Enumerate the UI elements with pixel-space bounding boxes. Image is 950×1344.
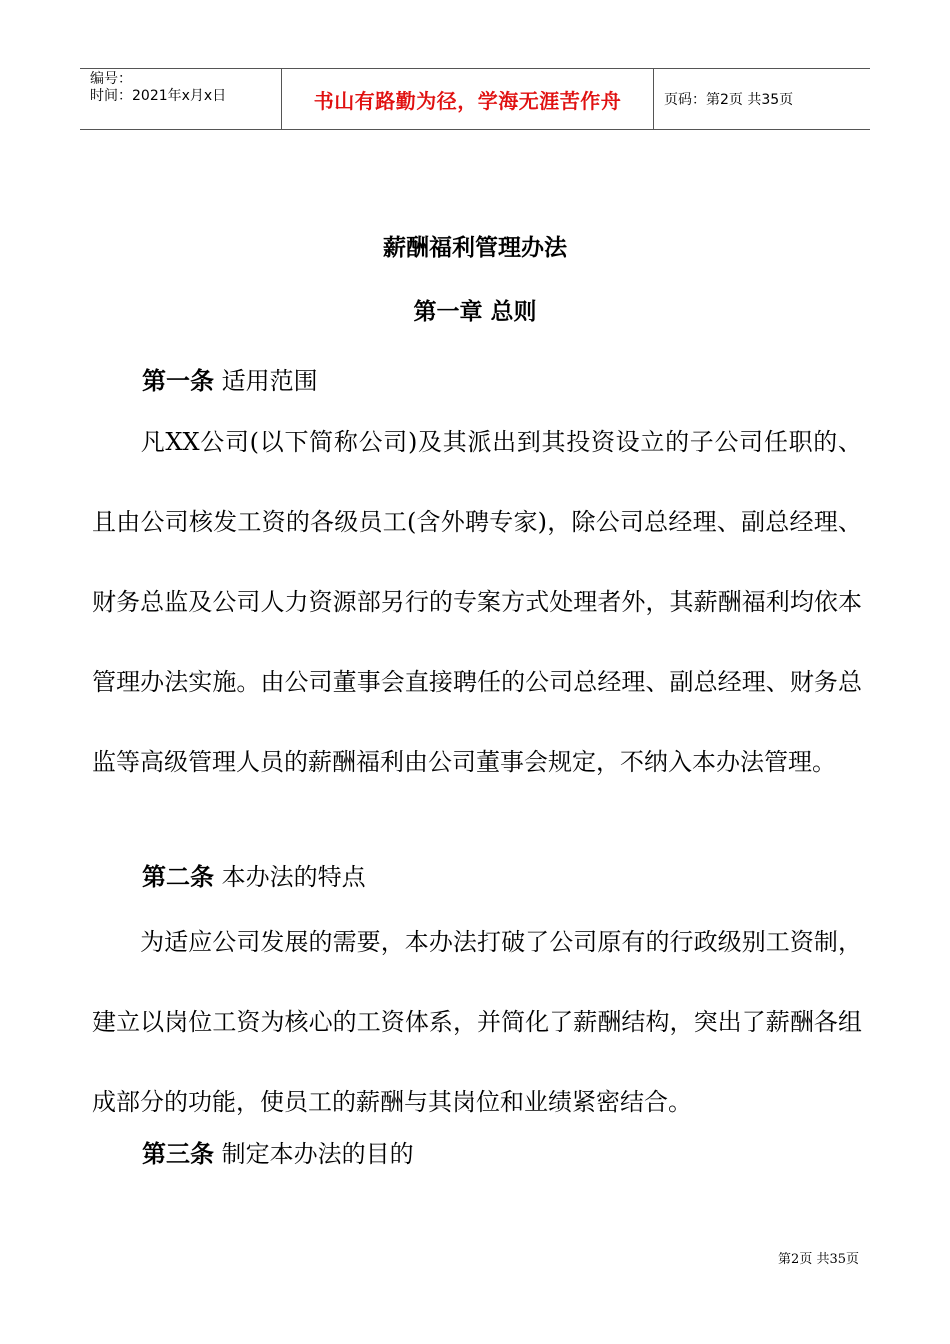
header-page-info: 页码：第2页 共35页 bbox=[664, 92, 794, 108]
section-body-text: 为适应公司发展的需要，本办法打破了公司原有的行政级别工资制，建立以岗位工资为核心的工资体系，并简化了薪酬结构，突出了薪酬各组成部分的功能，使员工的薪酬与其岗位和业绩紧密结合。 bbox=[92, 928, 862, 1116]
section-label: 第三条 bbox=[142, 1139, 214, 1168]
chapter-title: 第一章 总则 bbox=[413, 298, 537, 325]
section-heading bbox=[142, 1139, 414, 1169]
section-heading-text: 制定本办法的目的 bbox=[214, 1140, 414, 1168]
section-body-text: 凡XX公司(以下简称公司)及其派出到其投资设立的子公司任职的、且由公司核发工资的各级员工(含外聘专家)，除公司总经理、副总经理、财务总监及公司人力资源部另行的专案方式处理者外，其薪酬福利均依本管理办法实施。由公司董事会直接聘任的公司总经理、副总经理、财务总监等高级管理人员的薪酬福利由公司董事会规定，不纳入本办法管理。 bbox=[92, 428, 862, 776]
serial-label: 编号： bbox=[90, 71, 132, 87]
section-body bbox=[92, 902, 862, 1142]
header-meta bbox=[80, 69, 282, 129]
section-heading-text: 适用范围 bbox=[214, 367, 318, 395]
section-heading bbox=[142, 862, 366, 892]
section-heading bbox=[142, 366, 318, 396]
section-label: 第一条 bbox=[142, 366, 214, 395]
page-footer: 第2页 共35页 bbox=[778, 1252, 859, 1267]
section-label: 第二条 bbox=[142, 862, 214, 891]
time-label: 时间：2021年x月x日 bbox=[90, 88, 227, 104]
page-header bbox=[80, 68, 870, 130]
section-body bbox=[92, 402, 862, 802]
header-motto: 书山有路勤为径，学海无涯苦作舟 bbox=[282, 69, 654, 129]
section-heading-text: 本办法的特点 bbox=[214, 863, 366, 891]
document-title: 薪酬福利管理办法 bbox=[383, 234, 567, 261]
